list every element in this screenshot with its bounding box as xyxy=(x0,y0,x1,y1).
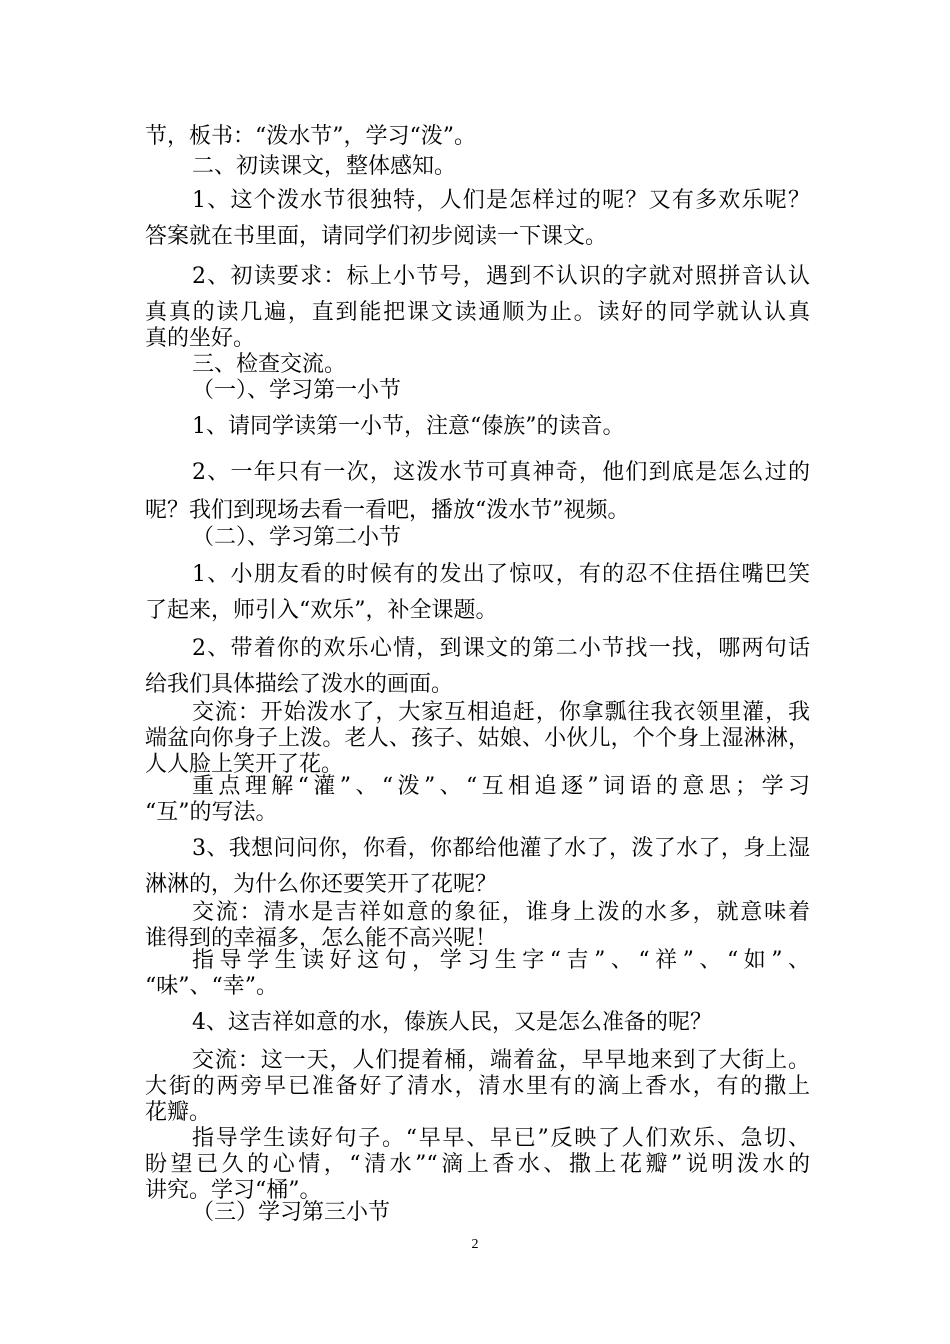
text-line: 了起来，师引入“欢乐”，补全课题。 xyxy=(145,598,498,623)
subsection-heading: （二）、学习第二小节 xyxy=(192,525,402,550)
text-line: 人人脸上笑开了花。 xyxy=(145,752,344,777)
section-heading: 二、初读课文，整体感知。 xyxy=(192,154,457,179)
text-line: 2、带着你的欢乐心情，到课文的第二小节找一找，哪两句话 xyxy=(192,636,810,661)
text-line: 花瓣。 xyxy=(145,1100,212,1125)
text-line: 讲究。学习“桶”。 xyxy=(145,1178,322,1203)
text-line: 节，板书：“泼水节”，学习“泼”。 xyxy=(145,124,476,149)
text-line: “互”的写法。 xyxy=(145,800,278,825)
text-line: 1、小朋友看的时候有的发出了惊叹，有的忍不住捂住嘴巴笑 xyxy=(192,562,810,587)
text-line: 3、我想问问你，你看，你都给他灌了水了，泼了水了，身上湿 xyxy=(192,836,810,861)
text-line: 2、一年只有一次，这泼水节可真神奇，他们到底是怎么过的 xyxy=(192,460,810,485)
text-line: 答案就在书里面，请同学们初步阅读一下课文。 xyxy=(145,224,608,249)
subsection-heading: （三）学习第三小节 xyxy=(192,1200,391,1225)
text-line: 大街的两旁早已准备好了清水，清水里有的滴上香水，有的撒上 xyxy=(145,1074,810,1099)
text-line: 2、初读要求：标上小节号，遇到不认识的字就对照拼音认认 xyxy=(192,264,810,289)
page-number: 2 xyxy=(471,1237,479,1252)
text-line: “味”、“幸”。 xyxy=(145,974,278,999)
text-line: 交流：清水是吉祥如意的象征，谁身上泼的水多，就意味着 xyxy=(192,900,810,925)
text-line: 指导学生读好这句，学习生字“吉”、“祥”、“如”、 xyxy=(192,948,810,973)
text-line: 4、这吉祥如意的水，傣族人民，又是怎么准备的呢？ xyxy=(192,1010,712,1035)
section-heading: 三、检查交流。 xyxy=(192,352,347,377)
text-line: 指导学生读好句子。“早早、早已”反映了人们欢乐、急切、 xyxy=(192,1126,810,1151)
text-line: 谁得到的幸福多，怎么能不高兴呢！ xyxy=(145,926,498,951)
text-line: 端盆向你身子上泼。老人、孩子、姑娘、小伙儿，个个身上湿淋淋， xyxy=(145,726,810,751)
text-line: 给我们具体描绘了泼水的画面。 xyxy=(145,672,454,697)
text-line: 真的坐好。 xyxy=(145,326,256,351)
text-line: 1、请同学读第一小节，注意“傣族”的读音。 xyxy=(192,414,625,439)
text-line: 淋淋的，为什么你还要笑开了花呢？ xyxy=(145,872,498,897)
text-line: 交流：开始泼水了，大家互相追赶，你拿瓢往我衣领里灌，我 xyxy=(192,700,810,725)
subsection-heading: （一）、学习第一小节 xyxy=(192,378,402,403)
text-line: 盼望已久的心情，“清水”“滴上香水、撒上花瓣”说明泼水的 xyxy=(145,1152,810,1177)
text-line: 交流：这一天，人们提着桶，端着盆，早早地来到了大街上。 xyxy=(192,1048,810,1073)
text-line: 重点理解“灌”、“泼”、“互相追逐”词语的意思；学习 xyxy=(192,774,810,799)
text-line: 真真的读几遍，直到能把课文读通顺为止。读好的同学就认认真 xyxy=(145,300,810,325)
text-line: 1、这个泼水节很独特，人们是怎样过的呢？又有多欢乐呢？ xyxy=(192,188,810,213)
text-line: 呢？我们到现场去看一看吧，播放“泼水节”视频。 xyxy=(145,498,630,523)
